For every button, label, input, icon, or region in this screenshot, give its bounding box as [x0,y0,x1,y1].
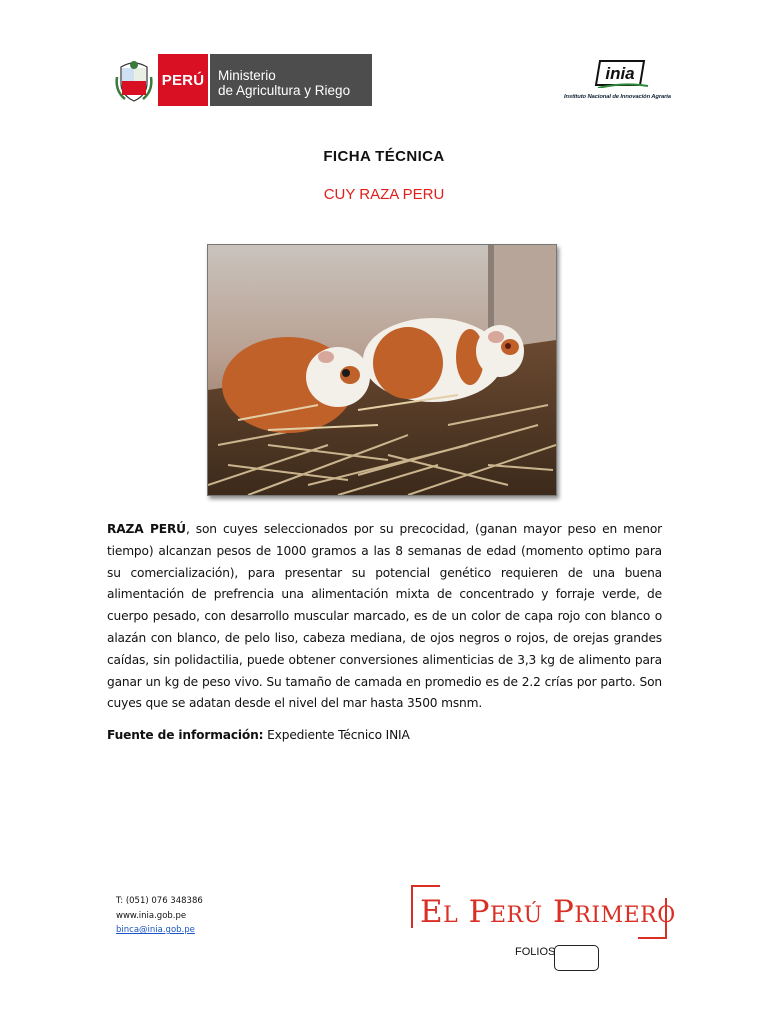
ministry-name [208,54,372,106]
folios-box [554,945,599,971]
phone-number: T: (051) 076 348386 [116,896,203,906]
contact-info [116,894,203,938]
description-text: , son cuyes seleccionados por su precocidad, (ganan mayor peso en menor tiempo) alcanzan pesos de 1000 gramos a las 8 semanas de edad (momento optimo para su comercialización), para presentar su potencial genético requieren de una buena alimentación de prefrencia una alimentación mixta de concentrado y forraje verde, de cuerpo pesado, con desarrollo muscular marcado, es de un color de capa rojo con blanco o alazán con blanco, de pelo liso, cabeza mediana, de ojos negros o rojos, de orejas grandes caídas, sin polidactilia, puede obtener conversiones alimenticias de 3,3 kg de alimento para ganar un kg de peso vivo. Su tamaño de camada en promedio es de 2.2 crías por parto. Son cuyes que se adatan desde el nivel del mar hasta 3500 msnm. [107,522,662,711]
website-text: www.inia.gob.pe [116,910,187,921]
guinea-pigs-photo [207,244,557,496]
breed-name: RAZA PERÚ [107,522,186,536]
description-paragraph [107,519,662,715]
inia-subtitle: Instituto Nacional de Innovación Agraria [564,94,671,100]
slogan-logo [410,884,676,940]
svg-text:inia: inia [605,64,635,83]
page-title: FICHA TÉCNICA [323,148,445,165]
source-value: Expediente Técnico INIA [263,728,410,742]
ministry-logo [114,54,372,106]
peru-label: PERÚ [158,54,208,106]
folios-label: FOLIOS [515,946,556,958]
peru-coat-of-arms-icon [114,54,154,106]
source-line [107,728,410,742]
ministry-line-2: de Agricultura y Riego [218,83,351,98]
inia-logo [564,58,678,106]
page-subtitle: CUY RAZA PERU [323,186,445,203]
slogan-text: El Perú Primero [420,894,676,930]
email-link[interactable]: binca@inia.gob.pe [116,925,195,935]
source-label: Fuente de información: [107,728,264,742]
ministry-line-1: Ministerio [218,68,276,83]
inia-badge-icon [594,58,648,88]
